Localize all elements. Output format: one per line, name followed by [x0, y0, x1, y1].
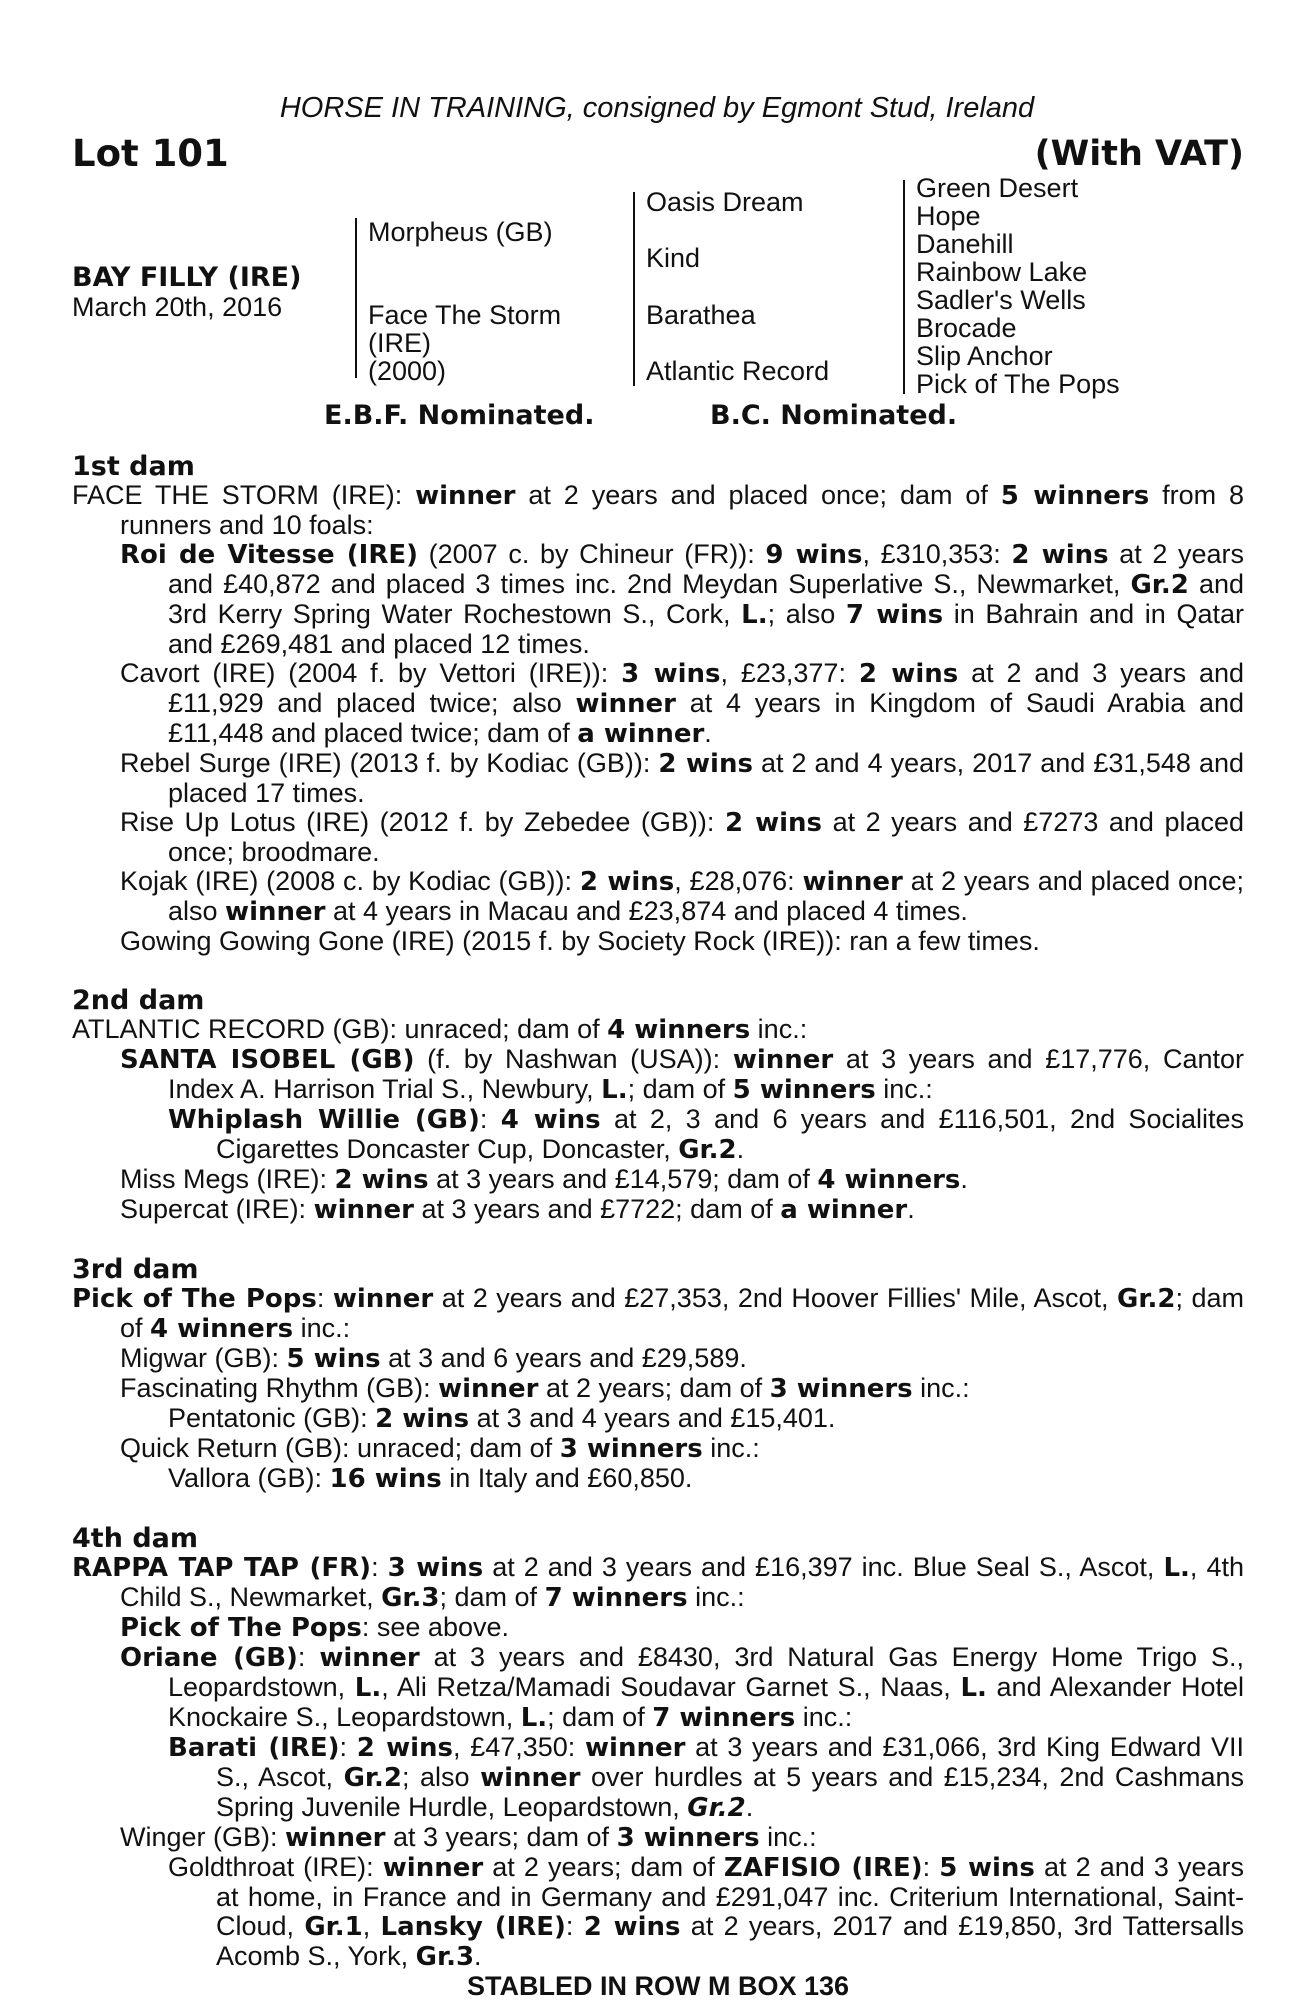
bold-run: RAPPA TAP TAP (FR) [72, 1553, 372, 1583]
lot-number: Lot 101 [72, 132, 229, 175]
bold-run: Gr.2 [1130, 570, 1189, 600]
pedigree-entry [120, 1613, 1244, 1643]
text-run: at 3 years and £7722; dam of [413, 1194, 781, 1224]
pedigree-great-grandparent: Danehill [916, 229, 1014, 259]
pedigree-entry [168, 1853, 1244, 1972]
bold-run: 2 wins [658, 749, 753, 779]
text-run: at 2 years; dam of [483, 1852, 724, 1882]
text-run: inc.: [759, 1822, 817, 1852]
text-run: inc.: [293, 1313, 351, 1343]
text-run: . [907, 1194, 915, 1224]
text-run: at 3 years and £31,066, 3rd King Edward VII S., Ascot, [216, 1732, 1245, 1792]
pedigree-bracket-sire [355, 218, 357, 378]
text-run: and Alexander Hotel Knockaire S., Leopardstown, [168, 1672, 1244, 1732]
bold-run: L. [601, 1075, 628, 1105]
text-run: ; also [402, 1762, 481, 1792]
bold-run: 2 wins [334, 1165, 429, 1195]
pedigree-bracket-ggsires [903, 180, 905, 394]
bold-run: winner [732, 1045, 834, 1075]
bold-run: 3 winners [769, 1374, 913, 1404]
text-run: , £23,377: [720, 658, 859, 688]
pedigree-entry [72, 1015, 1244, 1045]
text-run: ATLANTIC RECORD (GB): unraced; dam of [72, 1014, 608, 1044]
dam-section [72, 986, 1244, 1225]
text-run: Supercat (IRE): [120, 1194, 314, 1224]
bold-run: 4 wins [500, 1105, 601, 1135]
bold-run: L. [520, 1703, 548, 1733]
bold-run: a winner [780, 1195, 908, 1225]
text-run: : [922, 1852, 940, 1882]
pedigree-great-grandparent: Brocade [916, 313, 1017, 343]
bold-run: winner [438, 1374, 539, 1404]
catalogue-body [72, 452, 1244, 2001]
bold-run: 7 winners [544, 1583, 688, 1613]
pedigree-bracket-grandsires [633, 192, 635, 386]
text-run: from 8 runners and 10 foals: [120, 480, 1244, 540]
text-run: at 3 years and £14,579; dam of [428, 1164, 818, 1194]
text-run: at 2 years and placed once; also [168, 866, 1244, 926]
pedigree-entry [120, 927, 1244, 956]
pedigree-entry [72, 1553, 1244, 1613]
text-run: ; dam of [439, 1582, 545, 1612]
bold-run: 2 wins [356, 1733, 454, 1763]
text-run: : [371, 1552, 388, 1582]
pedigree-entry [120, 540, 1244, 659]
text-run: at 3 years and £17,776, Cantor Index A. Harrison Trial S., Newbury, [168, 1044, 1244, 1104]
text-run: at 2 and 4 years, 2017 and £31,548 and placed 17 times. [168, 748, 1244, 808]
bold-run: winner [480, 1763, 581, 1793]
text-run: at 3 years; dam of [385, 1822, 617, 1852]
pedigree-great-grandparent: Green Desert [916, 173, 1079, 203]
text-run: ; dam of [547, 1702, 653, 1732]
bold-run: 5 wins [286, 1344, 381, 1374]
pedigree-entry [120, 1165, 1244, 1195]
bold-run: winner [382, 1853, 484, 1883]
pedigree-entry [120, 1195, 1244, 1225]
text-run: at 3 and 6 years and £29,589. [380, 1343, 747, 1373]
text-run: at 4 years in Kingdom of Saudi Arabia and £11,448 and placed twice; dam of [168, 688, 1245, 748]
text-run: Rise Up Lotus (IRE) (2012 f. by Zebedee (GB)): [120, 807, 725, 837]
text-run: Goldthroat (IRE): [168, 1852, 383, 1882]
dam-section [72, 1255, 1244, 1494]
text-run: inc.: [875, 1074, 933, 1104]
text-run: . [960, 1164, 968, 1194]
text-run: . [474, 1941, 482, 1971]
text-run: . [736, 1134, 745, 1164]
bold-run: 3 wins [387, 1553, 484, 1583]
text-run: at 2 years, 2017 and £19,850, 3rd Tattersalls Acomb S., York, [216, 1911, 1245, 1971]
bold-run: 5 wins [939, 1853, 1035, 1883]
bold-run: winner [332, 1284, 434, 1314]
text-run: Quick Return (GB): unraced; dam of [120, 1433, 560, 1463]
bc-nomination: B.C. Nominated. [710, 400, 958, 431]
text-run: Fascinating Rhythm (GB): [120, 1373, 439, 1403]
section-heading: 2nd dam [72, 985, 205, 1016]
text-run: , £28,076: [674, 866, 803, 896]
section-heading: 4th dam [72, 1523, 198, 1554]
pedigree-grandparent: Kind [646, 243, 701, 273]
pedigree-entry [168, 1733, 1244, 1823]
text-run: at 3 and 4 years and £15,401. [469, 1403, 836, 1433]
text-run: , £310,353: [862, 539, 1012, 569]
bold-run: 9 wins [765, 540, 863, 570]
text-run: in Italy and £60,850. [441, 1463, 693, 1493]
consignment-header: HORSE IN TRAINING, consigned by Egmont Stud, Ireland [279, 92, 1035, 124]
text-run: (2007 c. by Chineur (FR)): [418, 539, 766, 569]
bold-run: Lansky (IRE) [380, 1912, 566, 1942]
bold-run: winner [575, 689, 676, 719]
bold-run: 3 winners [616, 1823, 760, 1853]
text-run: Winger (GB): [120, 1822, 286, 1852]
ebf-nomination: E.B.F. Nominated. [324, 400, 595, 431]
bold-run: ZAFISIO (IRE) [723, 1853, 923, 1883]
text-run: at 2 years and £40,872 and placed 3 times inc. 2nd Meydan Superlative S., Newmarket, [168, 539, 1245, 599]
bold-run: winner [802, 867, 903, 897]
text-run: (f. by Nashwan (USA)): [414, 1044, 733, 1074]
bold-run: 2 wins [858, 659, 959, 689]
text-run: at 2 and 3 years and £11,929 and placed twice; also [168, 658, 1245, 718]
bold-run: L. [1163, 1553, 1190, 1583]
bold-run: winner [319, 1643, 420, 1673]
text-run: over hurdles at 5 years and £15,234, 2nd Cashmans Spring Juvenile Hurdle, Leopardstown, [216, 1762, 1244, 1822]
pedigree-entry [120, 749, 1244, 808]
bold-run: Whiplash Willie (GB) [168, 1105, 480, 1135]
pedigree-great-grandparent: Sadler's Wells [916, 285, 1086, 315]
bold-run: Gr.3 [415, 1942, 475, 1972]
pedigree-entry [120, 1344, 1244, 1374]
pedigree-entry [72, 1284, 1244, 1344]
text-run: ; dam of [627, 1074, 733, 1104]
text-run: Gowing Gowing Gone (IRE) (2015 f. by Society Rock (IRE)): ran a few times. [120, 926, 1040, 956]
pedigree-entry [120, 659, 1244, 749]
horse-dob: March 20th, 2016 [72, 292, 283, 322]
text-run: Migwar (GB): [120, 1343, 287, 1373]
text-run: , Ali Retza/Mamadi Soudavar Garnet S., Naas, [381, 1672, 961, 1702]
text-run: and 3rd Kerry Spring Water Rochestown S., Cork, [168, 569, 1244, 629]
section-heading: 1st dam [72, 451, 195, 482]
bold-run: 5 winners [732, 1075, 876, 1105]
text-run: at 2 and 3 years and £16,397 inc. Blue Seal S., Ascot, [483, 1552, 1164, 1582]
text-run: : [565, 1911, 584, 1941]
text-run: Rebel Surge (IRE) (2013 f. by Kodiac (GB)): [120, 748, 659, 778]
pedigree-dam-line-1: Face The Storm [368, 300, 562, 330]
stable-location: STABLED IN ROW M BOX 136 [466, 1971, 850, 2001]
bold-run: 3 winners [559, 1434, 703, 1464]
bold-run: 7 winners [652, 1703, 796, 1733]
text-run: Cavort (IRE) (2004 f. by Vettori (IRE)): [120, 658, 622, 688]
bold-run: 16 wins [329, 1464, 442, 1494]
bold-run: 2 wins [583, 1912, 681, 1942]
bold-run: 5 winners [1000, 481, 1150, 511]
text-run: ; also [767, 599, 846, 629]
pedigree-grandparent: Barathea [646, 300, 756, 330]
text-run: in Bahrain and in Qatar and £269,481 and placed 12 times. [168, 599, 1244, 659]
text-run: : [479, 1104, 501, 1134]
bold-run: Gr.3 [381, 1583, 440, 1613]
pedigree-entry [168, 1404, 1244, 1434]
pedigree-grandparent: Oasis Dream [646, 187, 804, 217]
text-run: , [362, 1911, 381, 1941]
pedigree-sire: Morpheus (GB) [368, 217, 553, 247]
text-run: Pentatonic (GB): [168, 1403, 376, 1433]
bold-run: Gr.2 [678, 1135, 737, 1165]
bold-run: Barati (IRE) [168, 1733, 340, 1763]
dam-section [72, 452, 1244, 956]
pedigree-dam-line-3: (2000) [368, 356, 447, 386]
bold-run: 4 winners [817, 1165, 961, 1195]
text-run: inc.: [750, 1014, 808, 1044]
bold-run: L. [354, 1673, 382, 1703]
text-run: at 2 years and £7273 and placed once; broodmare. [168, 807, 1245, 867]
text-run: at 2 years; dam of [538, 1373, 770, 1403]
bold-run: Pick of The Pops [120, 1613, 362, 1643]
bold-run: 2 wins [724, 808, 823, 838]
bold-run: a winner [577, 719, 705, 749]
bold-run: Gr.2 [687, 1793, 746, 1823]
text-run: Miss Megs (IRE): [120, 1164, 335, 1194]
text-run: inc.: [687, 1582, 745, 1612]
bold-run: 3 wins [621, 659, 721, 689]
pedigree-entry [168, 1105, 1244, 1165]
text-run: : [297, 1642, 320, 1672]
dam-section [72, 1524, 1244, 1972]
bold-run: 7 wins [845, 600, 944, 630]
bold-run: Gr.1 [304, 1912, 363, 1942]
bold-run: winner [285, 1823, 386, 1853]
text-run: inc.: [795, 1702, 853, 1732]
text-run: at 2 years and £27,353, 2nd Hoover Fillies' Mile, Ascot, [433, 1283, 1118, 1313]
bold-run: winner [415, 481, 516, 511]
pedigree-grandparent: Atlantic Record [646, 356, 830, 386]
bold-run: Roi de Vitesse (IRE) [120, 540, 419, 570]
pedigree-entry [120, 1823, 1244, 1853]
bold-run: 4 winners [607, 1015, 751, 1045]
bold-run: 2 wins [579, 867, 675, 897]
pedigree-dam-line-2: (IRE) [368, 328, 431, 358]
text-run: at 3 years and £8430, 3rd Natural Gas Energy Home Trigo S., Leopardstown, [168, 1642, 1244, 1702]
vat-status: (With VAT) [1034, 134, 1244, 174]
bold-run: 2 wins [375, 1404, 470, 1434]
text-run: . [704, 718, 712, 748]
bold-run: Pick of The Pops [72, 1284, 317, 1314]
pedigree-entry [120, 808, 1244, 867]
text-run: Kojak (IRE) (2008 c. by Kodiac (GB)): [120, 866, 580, 896]
pedigree-great-grandparent: Rainbow Lake [916, 257, 1088, 287]
text-run: FACE THE STORM (IRE): [72, 480, 416, 510]
bold-run: SANTA ISOBEL (GB) [120, 1045, 415, 1075]
text-run: : [339, 1732, 357, 1762]
bold-run: 4 winners [150, 1314, 294, 1344]
bold-run: winner [313, 1195, 414, 1225]
text-run: inc.: [912, 1373, 970, 1403]
text-run: inc.: [702, 1433, 760, 1463]
text-run: : see above. [361, 1612, 509, 1642]
pedigree-entry [168, 1464, 1244, 1494]
pedigree-great-grandparent: Pick of The Pops [916, 369, 1120, 399]
text-run: at 2 and 3 years at home, in France and in Germany and £291,047 inc. Criterium International, Saint-Cloud, [216, 1852, 1244, 1941]
bold-run: winner [585, 1733, 686, 1763]
bold-run: Oriane (GB) [120, 1643, 298, 1673]
text-run: ; dam of [120, 1283, 1244, 1343]
bold-run: winner [225, 897, 326, 927]
text-run: Vallora (GB): [168, 1463, 330, 1493]
bold-run: Gr.2 [343, 1763, 403, 1793]
pedigree-entry [120, 867, 1244, 927]
section-heading: 3rd dam [72, 1254, 199, 1285]
pedigree-great-grandparent: Slip Anchor [916, 341, 1053, 371]
text-run: : [316, 1283, 333, 1313]
bold-run: 2 wins [1011, 540, 1109, 570]
pedigree-entry [72, 481, 1244, 540]
pedigree-entry [120, 1374, 1244, 1404]
bold-run: L. [741, 600, 768, 630]
text-run: , 4th Child S., Newmarket, [120, 1552, 1244, 1612]
bold-run: Gr.2 [1117, 1284, 1176, 1314]
pedigree-great-grandparent: Hope [916, 201, 981, 231]
text-run: at 4 years in Macau and £23,874 and placed 4 times. [325, 896, 968, 926]
text-run: , £47,350: [453, 1732, 586, 1762]
pedigree-entry [120, 1643, 1244, 1733]
text-run: at 2, 3 and 6 years and £116,501, 2nd Socialites Cigarettes Doncaster Cup, Doncaster, [216, 1104, 1244, 1164]
bold-run: L. [960, 1673, 987, 1703]
pedigree-entry [120, 1045, 1244, 1105]
pedigree-entry [120, 1434, 1244, 1464]
horse-name: BAY FILLY (IRE) [72, 262, 302, 293]
text-run: at 2 years and placed once; dam of [515, 480, 1001, 510]
text-run: . [745, 1792, 754, 1822]
